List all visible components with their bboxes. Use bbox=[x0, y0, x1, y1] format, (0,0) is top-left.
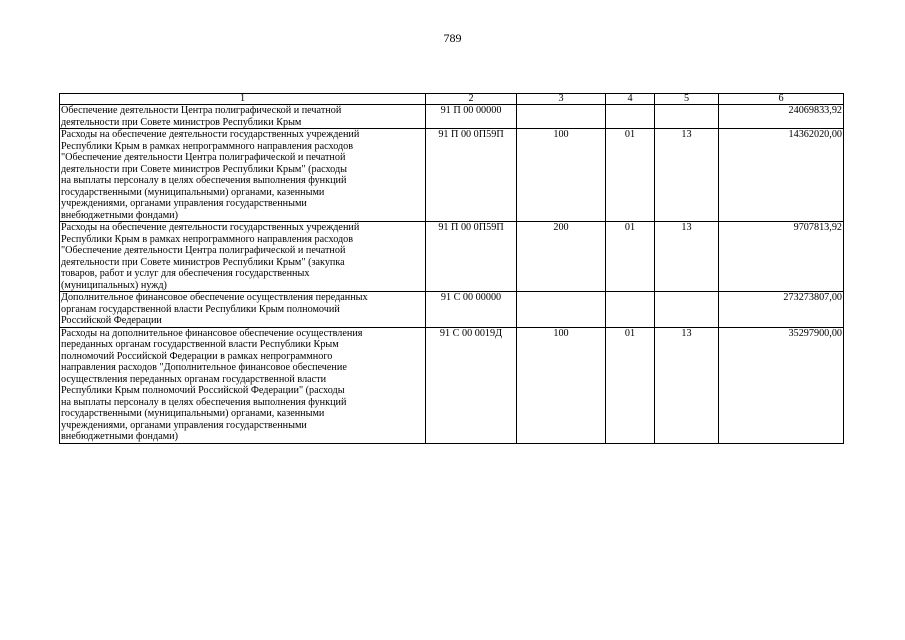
row-col3 bbox=[517, 105, 606, 129]
table-row bbox=[60, 292, 844, 328]
row-amount: 273273807,00 bbox=[719, 292, 844, 328]
row-col5 bbox=[655, 105, 719, 129]
row-col5: 13 bbox=[655, 129, 719, 222]
row-code: 91 П 00 0П59П bbox=[426, 222, 517, 292]
row-code: 91 С 00 00000 bbox=[426, 292, 517, 328]
table-row bbox=[60, 327, 844, 443]
row-col4: 01 bbox=[606, 129, 655, 222]
row-col4: 01 bbox=[606, 222, 655, 292]
row-col4: 01 bbox=[606, 327, 655, 443]
header-col-2: 2 bbox=[426, 94, 517, 105]
row-col3 bbox=[517, 292, 606, 328]
row-name: Расходы на обеспечение деятельности государственных учреждений Республики Крым в рамках непрограммного направления расходов "Обеспечение деятельности Центра полиграфической и печатной деятельности при Совете министров Республики Крым" (расходы на выплаты персоналу в целях обеспечения выполнения функций государственными (муниципальными) органами, казенными учреждениями, органами управления государственными внебюджетными фондами) bbox=[60, 129, 426, 222]
row-col4 bbox=[606, 105, 655, 129]
header-col-6: 6 bbox=[719, 94, 844, 105]
row-amount: 24069833,92 bbox=[719, 105, 844, 129]
row-code: 91 С 00 0019Д bbox=[426, 327, 517, 443]
table-row bbox=[60, 222, 844, 292]
header-col-1: 1 bbox=[60, 94, 426, 105]
header-col-4: 4 bbox=[606, 94, 655, 105]
row-amount: 35297900,00 bbox=[719, 327, 844, 443]
row-col3: 200 bbox=[517, 222, 606, 292]
row-code: 91 П 00 0П59П bbox=[426, 129, 517, 222]
row-name: Расходы на дополнительное финансовое обеспечение осуществления переданных органам государственной власти Республики Крым полномочий Российской Федерации в рамках непрограммного направления расходов "Дополнительное финансовое обеспечение осуществления переданных органам государственной власти Республики Крым полномочий Российской Федерации" (расходы на выплаты персоналу в целях обеспечения выполнения функций государственными (муниципальными) органами, казенными учреждениями, органами управления государственными внебюджетными фондами) bbox=[60, 327, 426, 443]
row-col5: 13 bbox=[655, 222, 719, 292]
budget-table bbox=[59, 93, 844, 444]
row-name: Расходы на обеспечение деятельности государственных учреждений Республики Крым в рамках непрограммного направления расходов "Обеспечение деятельности Центра полиграфической и печатной деятельности при Совете министров Республики Крым" (закупка товаров, работ и услуг для обеспечения государственных (муниципальных) нужд) bbox=[60, 222, 426, 292]
row-col4 bbox=[606, 292, 655, 328]
row-col3: 100 bbox=[517, 129, 606, 222]
row-name: Обеспечение деятельности Центра полиграфической и печатной деятельности при Совете министров Республики Крым bbox=[60, 105, 426, 129]
row-code: 91 П 00 00000 bbox=[426, 105, 517, 129]
row-amount: 9707813,92 bbox=[719, 222, 844, 292]
header-row bbox=[60, 94, 844, 105]
row-col3: 100 bbox=[517, 327, 606, 443]
table-row bbox=[60, 129, 844, 222]
table-row bbox=[60, 105, 844, 129]
row-name: Дополнительное финансовое обеспечение осуществления переданных органам государственной власти Республики Крым полномочий Российской Федерации bbox=[60, 292, 426, 328]
header-col-5: 5 bbox=[655, 94, 719, 105]
header-col-3: 3 bbox=[517, 94, 606, 105]
row-amount: 14362020,00 bbox=[719, 129, 844, 222]
row-col5 bbox=[655, 292, 719, 328]
page-number: 789 bbox=[443, 31, 462, 45]
row-col5: 13 bbox=[655, 327, 719, 443]
